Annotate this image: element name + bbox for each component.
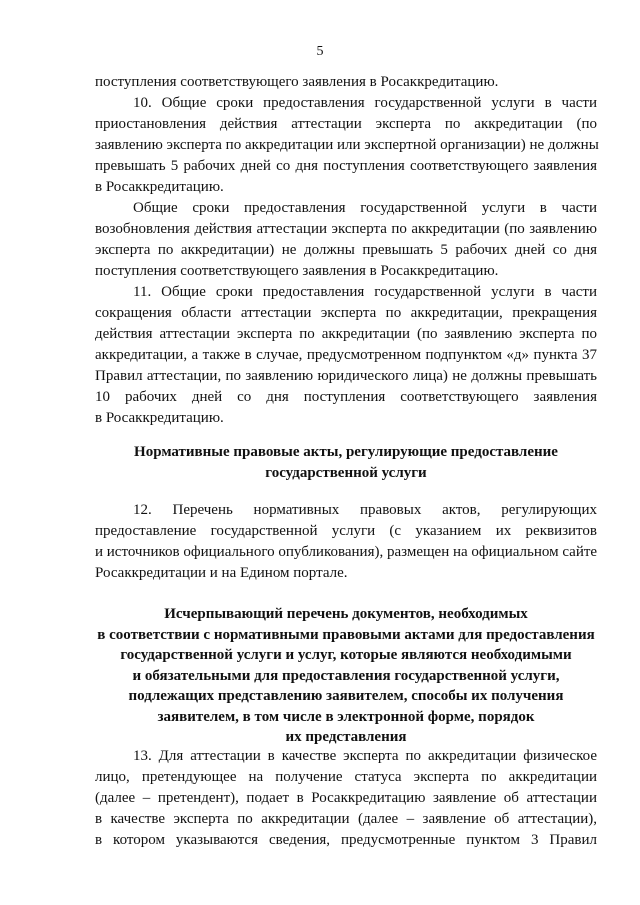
text-line: предоставление государственной услуги (с указанием их реквизитов (95, 523, 597, 539)
text-line: превышать 5 рабочих дней со дня поступления соответствующего заявления (95, 158, 597, 174)
text-line: Правил аттестации, по заявлению юридического лица) не должны превышать (95, 368, 597, 384)
paragraph-block-terms (95, 72, 597, 429)
section-heading-legal-acts (85, 442, 607, 483)
paragraph-block-certification (95, 746, 597, 851)
text-line: возобновления действия аттестации эксперта по аккредитации (по заявлению (95, 221, 597, 237)
text-line: лицо, претендующее на получение статуса эксперта по аккредитации (95, 769, 597, 785)
text-line: Росаккредитации и на Едином портале. (95, 565, 348, 581)
text-line: 11. Общие сроки предоставления государственной услуги в части (133, 284, 597, 300)
heading-line: Нормативные правовые акты, регулирующие предоставление (134, 444, 558, 460)
text-line: Общие сроки предоставления государственной услуги в части (133, 200, 597, 216)
text-line: в качестве эксперта по аккредитации (далее – заявление об аттестации), (95, 811, 597, 827)
text-line: в Росаккредитацию. (95, 410, 224, 426)
text-line: заявлению эксперта по аккредитации или экспертной организации) не должны (95, 137, 599, 153)
text-line: приостановления действия аттестации эксперта по аккредитации (по (95, 116, 597, 132)
heading-line: в соответствии с нормативными правовыми актами для предоставления (97, 626, 595, 643)
text-line: 13. Для аттестации в качестве эксперта по аккредитации физическое (133, 748, 597, 764)
heading-line: заявителем, в том числе в электронной форме, порядок (157, 708, 535, 725)
heading-line: их представления (285, 729, 407, 745)
heading-line: государственной услуги и услуг, которые являются необходимыми (120, 647, 572, 663)
text-line: в Росаккредитацию. (95, 179, 224, 195)
text-line: (далее – претендент), подает в Росаккредитацию заявление об аттестации (95, 790, 597, 806)
text-line: 12. Перечень нормативных правовых актов, регулирующих (133, 502, 597, 518)
text-line: сокращения области аттестации эксперта по аккредитации, прекращения (95, 305, 597, 321)
text-line: 10 рабочих дней со дня поступления соответствующего заявления (95, 389, 597, 405)
text-line: поступления соответствующего заявления в Росаккредитацию. (95, 263, 499, 279)
section-heading-documents (85, 604, 607, 748)
text-line: поступления соответствующего заявления в Росаккредитацию. (95, 74, 499, 90)
heading-line: Исчерпывающий перечень документов, необходимых (164, 606, 528, 622)
text-line: и источников официального опубликования), размещен на официальном сайте (95, 544, 598, 560)
heading-line: и обязательными для предоставления государственной услуги, (132, 667, 560, 684)
heading-line: подлежащих представлению заявителем, способы их получения (128, 688, 564, 704)
page-number: 5 (316, 44, 324, 59)
paragraph-block-legal-acts (95, 500, 597, 584)
text-line: эксперта по аккредитации) не должны превышать 5 рабочих дней со дня (95, 242, 597, 258)
text-line: действия аттестации эксперта по аккредитации (по заявлению эксперта по (95, 326, 597, 342)
heading-line: государственной услуги (265, 464, 427, 481)
text-line: в котором указываются сведения, предусмотренные пунктом 3 Правил (95, 832, 597, 848)
text-line: аккредитации, а также в случае, предусмотренном подпунктом «д» пункта 37 (95, 347, 597, 363)
text-line: 10. Общие сроки предоставления государственной услуги в части (133, 95, 597, 111)
